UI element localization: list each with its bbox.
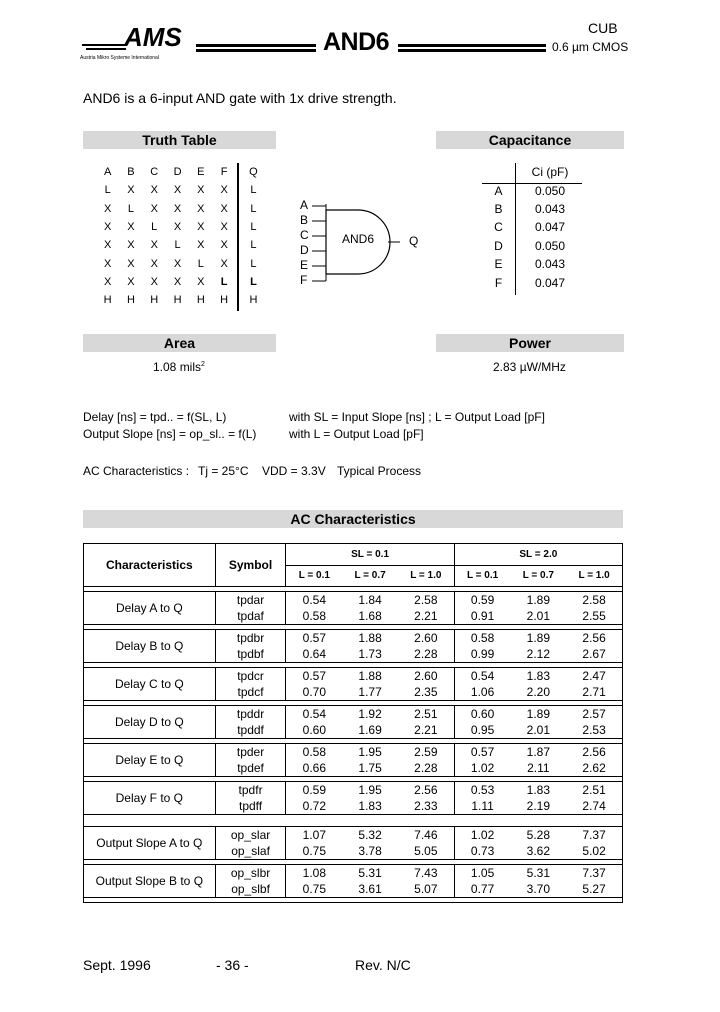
ac-value: 2.58 [398, 592, 454, 609]
power-value: 2.83 µW/MHz [493, 360, 566, 374]
ac-value: 1.73 [342, 646, 398, 663]
ac-value: 2.01 [510, 722, 566, 739]
ac-value: 3.70 [510, 881, 566, 898]
ac-value: 2.56 [398, 782, 454, 799]
ac-value: 0.58 [286, 744, 342, 761]
truth-table-cell: X [173, 221, 182, 234]
ac-characteristic-name: Delay E to Q [84, 744, 216, 777]
truth-table-row [96, 254, 265, 272]
ac-characteristic-name: Delay D to Q [84, 706, 216, 739]
capacitance-pin: F [494, 275, 503, 290]
ac-value: 1.84 [342, 592, 398, 609]
truth-table-cell: L [250, 275, 257, 288]
capacitance-pin: E [494, 257, 503, 272]
ac-value: 7.43 [398, 865, 454, 882]
ac-value: 1.68 [342, 608, 398, 625]
ac-group-spacer [84, 815, 623, 827]
truth-table-cell: X [220, 257, 228, 270]
logo-text: AMS [124, 22, 182, 52]
ac-value: 7.37 [566, 827, 622, 844]
ac-value: 2.11 [510, 760, 566, 777]
truth-table-cell: X [220, 202, 228, 215]
truth-table-cell: H [103, 294, 112, 307]
ac-table-title: AC Characteristics [83, 510, 623, 528]
ac-value: 1.89 [510, 592, 566, 609]
ac-value: 0.75 [286, 881, 342, 898]
delay-formula-note: with SL = Input Slope [ns] ; L = Output Load [pF] [289, 410, 545, 424]
capacitance-value: 0.047 [534, 275, 566, 290]
ac-symbol: op_slar [215, 827, 286, 844]
ac-value: 0.75 [286, 843, 342, 860]
area-value-text: 1.08 mils [153, 360, 202, 374]
capacitance-row [482, 200, 585, 218]
truth-table-header-cell: F [220, 166, 228, 179]
truth-table-cell: H [249, 294, 258, 307]
truth-table-cell: X [150, 275, 158, 288]
truth-table-cell: X [173, 184, 182, 197]
ac-value: 1.02 [454, 827, 510, 844]
ac-value: 0.91 [454, 608, 510, 625]
ac-value: 2.21 [398, 608, 454, 625]
ac-value: 1.95 [342, 782, 398, 799]
gate-input-b: B [300, 213, 309, 227]
ac-value: 2.20 [510, 684, 566, 701]
ac-value: 2.33 [398, 798, 454, 815]
capacitance-pin: D [494, 238, 503, 253]
logo-stripe [82, 44, 126, 46]
ac-value: 2.19 [510, 798, 566, 815]
ac-characteristic-name: Delay C to Q [84, 668, 216, 701]
truth-table-cell: X [150, 239, 158, 252]
ac-symbol: tpdcr [215, 668, 286, 685]
truth-table-header-row [96, 163, 265, 181]
truth-table-row [96, 200, 265, 218]
ac-value: 0.57 [454, 744, 510, 761]
ac-value: 1.83 [342, 798, 398, 815]
ac-value: 0.60 [454, 706, 510, 723]
truth-table-cell: X [173, 275, 182, 288]
ac-value: 2.57 [566, 706, 622, 723]
ac-symbol: tpdff [215, 798, 286, 815]
ac-header-sl-group: SL = 0.1 [286, 544, 454, 566]
ac-value: 5.27 [566, 881, 622, 898]
gate-input-e: E [300, 258, 309, 272]
ac-group-spacer-cell [84, 815, 623, 827]
ac-value: 1.02 [454, 760, 510, 777]
capacitance-row [482, 255, 585, 273]
capacitance-header-row [482, 163, 585, 181]
truth-table-cell: L [197, 257, 204, 270]
gate-label: AND6 [342, 232, 375, 246]
ac-symbol: op_slbr [215, 865, 286, 882]
truth-table-cell: L [220, 275, 228, 288]
header-rule [196, 44, 316, 47]
intro-text: AND6 is a 6-input AND gate with 1x drive strength. [83, 90, 397, 106]
ac-conditions-label: AC Characteristics : [83, 464, 190, 478]
ac-value: 1.89 [510, 706, 566, 723]
ac-value: 1.88 [342, 630, 398, 647]
truth-table-header-cell: A [103, 166, 112, 179]
truth-table-row [96, 291, 265, 309]
truth-table-header-cell: D [173, 166, 182, 179]
truth-table-cell: X [173, 202, 182, 215]
truth-table-cell: X [127, 221, 135, 234]
ac-value: 0.64 [286, 646, 342, 663]
capacitance-row [482, 181, 585, 199]
truth-table-cell: X [173, 257, 182, 270]
ac-symbol: op_slaf [215, 843, 286, 860]
ac-value: 2.28 [398, 646, 454, 663]
ac-value: 2.59 [398, 744, 454, 761]
ac-header-load: L = 1.0 [398, 565, 454, 587]
ac-conditions-tj: Tj = 25°C [198, 464, 249, 478]
header-rule [398, 49, 546, 52]
truth-table-cell: X [220, 239, 228, 252]
ac-symbol: tpdfr [215, 782, 286, 799]
ac-value: 2.58 [566, 592, 622, 609]
truth-table-header-cell: Q [249, 166, 258, 179]
capacitance-title: Capacitance [436, 131, 624, 149]
ac-value: 1.75 [342, 760, 398, 777]
ac-table [83, 543, 623, 903]
ac-table-bottom-cell [84, 898, 623, 903]
ac-data-row [84, 865, 623, 882]
ac-value: 5.07 [398, 881, 454, 898]
ac-symbol: tpdaf [215, 608, 286, 625]
ac-value: 1.87 [510, 744, 566, 761]
ac-header-load: L = 0.1 [454, 565, 510, 587]
ac-value: 0.58 [286, 608, 342, 625]
logo-subtitle: Austria Mikro Systeme International [80, 55, 159, 61]
ac-value: 1.06 [454, 684, 510, 701]
ac-value: 1.89 [510, 630, 566, 647]
ac-value: 2.47 [566, 668, 622, 685]
delay-formula: Delay [ns] = tpd.. = f(SL, L) [83, 410, 227, 424]
ac-value: 1.95 [342, 744, 398, 761]
truth-table-cell: X [103, 221, 112, 234]
truth-table-title: Truth Table [83, 131, 276, 149]
ac-value: 0.57 [286, 630, 342, 647]
truth-table-cell: H [126, 294, 135, 307]
ac-value: 0.60 [286, 722, 342, 739]
footer-revision: Rev. N/C [355, 957, 411, 973]
ac-value: 1.92 [342, 706, 398, 723]
truth-table-cell: X [127, 275, 135, 288]
ac-value: 1.07 [286, 827, 342, 844]
capacitance-value: 0.043 [534, 257, 566, 272]
ams-logo [80, 24, 190, 64]
technology: 0.6 µm CMOS [552, 40, 629, 54]
capacitance-row [482, 218, 585, 236]
ac-value: 0.72 [286, 798, 342, 815]
capacitance-value: 0.043 [534, 201, 566, 216]
ac-symbol: tpder [215, 744, 286, 761]
ac-value: 0.95 [454, 722, 510, 739]
ac-data-row [84, 706, 623, 723]
ac-value: 2.28 [398, 760, 454, 777]
truth-table-cell: X [197, 184, 205, 197]
truth-table-cell: L [250, 221, 257, 234]
ac-symbol: tpdef [215, 760, 286, 777]
capacitance-pin: A [494, 183, 503, 198]
ac-value: 2.60 [398, 668, 454, 685]
truth-table-cell: L [250, 184, 257, 197]
ac-value: 0.58 [454, 630, 510, 647]
ac-value: 0.53 [454, 782, 510, 799]
capacitance-pin: B [494, 201, 503, 216]
ac-value: 2.62 [566, 760, 622, 777]
truth-table-cell: X [220, 184, 228, 197]
ac-value: 2.53 [566, 722, 622, 739]
footer-date: Sept. 1996 [83, 957, 151, 973]
ac-value: 1.69 [342, 722, 398, 739]
ac-value: 0.54 [286, 592, 342, 609]
ac-value: 2.74 [566, 798, 622, 815]
truth-table-cell: L [127, 202, 134, 215]
ac-data-row [84, 782, 623, 799]
truth-table-cell: X [197, 239, 205, 252]
truth-table-cell: H [150, 294, 159, 307]
truth-table-cell: L [104, 184, 111, 197]
truth-table-cell: X [150, 202, 158, 215]
ac-symbol: op_slbf [215, 881, 286, 898]
ac-data-row [84, 592, 623, 609]
ac-value: 2.51 [398, 706, 454, 723]
ac-value: 1.05 [454, 865, 510, 882]
ac-value: 0.57 [286, 668, 342, 685]
truth-table-row [96, 236, 265, 254]
gate-input-f: F [300, 273, 308, 287]
truth-table-cell: L [174, 239, 181, 252]
ac-value: 5.31 [342, 865, 398, 882]
ac-value: 2.67 [566, 646, 622, 663]
truth-table-cell: L [250, 239, 257, 252]
ac-value: 3.61 [342, 881, 398, 898]
ac-value: 5.05 [398, 843, 454, 860]
truth-table [96, 163, 265, 309]
ac-table-bottom [84, 898, 623, 903]
capacitance-row [482, 273, 585, 291]
truth-table-row [96, 218, 265, 236]
ac-value: 3.62 [510, 843, 566, 860]
ac-value: 5.31 [510, 865, 566, 882]
slope-formula: Output Slope [ns] = op_sl.. = f(L) [83, 427, 257, 441]
gate-input-labels [300, 198, 309, 288]
ac-symbol: tpddf [215, 722, 286, 739]
ac-value: 2.35 [398, 684, 454, 701]
ac-value: 1.77 [342, 684, 398, 701]
ac-value: 7.37 [566, 865, 622, 882]
ac-value: 0.66 [286, 760, 342, 777]
ac-value: 0.54 [454, 668, 510, 685]
ac-header-sl-group: SL = 2.0 [454, 544, 622, 566]
truth-table-cell: X [197, 275, 205, 288]
truth-table-cell: H [173, 294, 182, 307]
truth-table-cell: X [127, 257, 135, 270]
gate-input-d: D [300, 243, 309, 257]
ac-value: 0.99 [454, 646, 510, 663]
truth-table-cell: X [103, 275, 112, 288]
header-rule [196, 49, 316, 52]
capacitance-row [482, 237, 585, 255]
ac-value: 2.51 [566, 782, 622, 799]
truth-table-cell: X [127, 184, 135, 197]
truth-table-cell: H [196, 294, 205, 307]
cell-category: CUB [588, 20, 618, 36]
ac-conditions-vdd: VDD = 3.3V [262, 464, 326, 478]
truth-table-cell: X [197, 221, 205, 234]
header-rule [398, 44, 546, 47]
capacitance-header-cell: Ci (pF) [531, 165, 569, 180]
ac-value: 1.88 [342, 668, 398, 685]
ac-value: 3.78 [342, 843, 398, 860]
ac-value: 1.83 [510, 668, 566, 685]
slope-formula-note: with L = Output Load [pF] [289, 427, 424, 441]
area-value [153, 360, 205, 374]
ac-characteristic-name: Delay F to Q [84, 782, 216, 815]
ac-value: 2.56 [566, 630, 622, 647]
ac-value: 0.73 [454, 843, 510, 860]
truth-table-cell: X [103, 239, 112, 252]
truth-table-cell: X [127, 239, 135, 252]
ac-value: 0.70 [286, 684, 342, 701]
ac-value: 5.28 [510, 827, 566, 844]
ac-value: 2.01 [510, 608, 566, 625]
gate-output-label: Q [409, 234, 419, 248]
ac-value: 0.59 [286, 782, 342, 799]
truth-table-cell: X [150, 184, 158, 197]
ac-symbol: tpddr [215, 706, 286, 723]
truth-table-cell: H [220, 294, 229, 307]
truth-table-cell: L [250, 202, 257, 215]
power-title: Power [436, 334, 624, 352]
ac-value: 5.02 [566, 843, 622, 860]
truth-table-header-cell: C [150, 166, 159, 179]
gate-input-a: A [300, 198, 309, 212]
ac-characteristic-name: Delay B to Q [84, 630, 216, 663]
truth-table-cell: L [250, 257, 257, 270]
ac-characteristic-name: Output Slope B to Q [84, 865, 216, 898]
gate-input-c: C [300, 228, 309, 242]
ac-data-row [84, 827, 623, 844]
ac-value: 1.08 [286, 865, 342, 882]
area-unit-sup: 2 [201, 361, 205, 368]
ac-value: 2.12 [510, 646, 566, 663]
ac-value: 1.11 [454, 798, 510, 815]
ac-characteristic-name: Delay A to Q [84, 592, 216, 625]
truth-table-header-cell: B [127, 166, 135, 179]
truth-table-cell: L [151, 221, 158, 234]
capacitance-pin: C [494, 220, 503, 235]
ac-header-characteristics: Characteristics [84, 544, 216, 587]
ac-symbol: tpdbr [215, 630, 286, 647]
gate-input-lines [312, 204, 326, 281]
area-title: Area [83, 334, 276, 352]
ac-value: 2.55 [566, 608, 622, 625]
ac-symbol: tpdar [215, 592, 286, 609]
truth-table-header-cell: E [197, 166, 205, 179]
logo-stripe [86, 48, 126, 50]
ac-symbol: tpdbf [215, 646, 286, 663]
ac-header-symbol: Symbol [215, 544, 286, 587]
ac-value: 0.54 [286, 706, 342, 723]
ac-data-row [84, 630, 623, 647]
truth-table-cell: X [197, 202, 205, 215]
ac-conditions-process: Typical Process [337, 464, 422, 478]
truth-table-cell: X [103, 257, 112, 270]
ac-value: 2.60 [398, 630, 454, 647]
truth-table-cell: X [150, 257, 158, 270]
ac-characteristic-name: Output Slope A to Q [84, 827, 216, 860]
capacitance-header-rule [482, 183, 582, 184]
capacitance-value: 0.047 [534, 220, 566, 235]
ac-data-row [84, 668, 623, 685]
ac-header-load: L = 0.1 [286, 565, 342, 587]
footer-page: - 36 - [216, 957, 249, 973]
ac-symbol: tpdcf [215, 684, 286, 701]
ac-value: 2.21 [398, 722, 454, 739]
truth-table-divider [237, 163, 239, 311]
ac-header-load: L = 0.7 [342, 565, 398, 587]
ac-data-row [84, 744, 623, 761]
ac-value: 0.59 [454, 592, 510, 609]
truth-table-cell: X [103, 202, 112, 215]
ac-value: 7.46 [398, 827, 454, 844]
ac-value: 2.56 [566, 744, 622, 761]
ac-value: 0.77 [454, 881, 510, 898]
capacitance-value: 0.050 [534, 238, 566, 253]
ac-header-row [84, 544, 623, 566]
ac-header-load: L = 1.0 [566, 565, 622, 587]
ac-value: 5.32 [342, 827, 398, 844]
ac-header-load: L = 0.7 [510, 565, 566, 587]
ac-value: 2.71 [566, 684, 622, 701]
capacitance-header-blank [482, 163, 515, 181]
ac-value: 1.83 [510, 782, 566, 799]
truth-table-cell: X [220, 221, 228, 234]
truth-table-row [96, 273, 265, 291]
page-title: AND6 [323, 28, 390, 56]
capacitance-value: 0.050 [534, 183, 566, 198]
truth-table-row [96, 181, 265, 199]
